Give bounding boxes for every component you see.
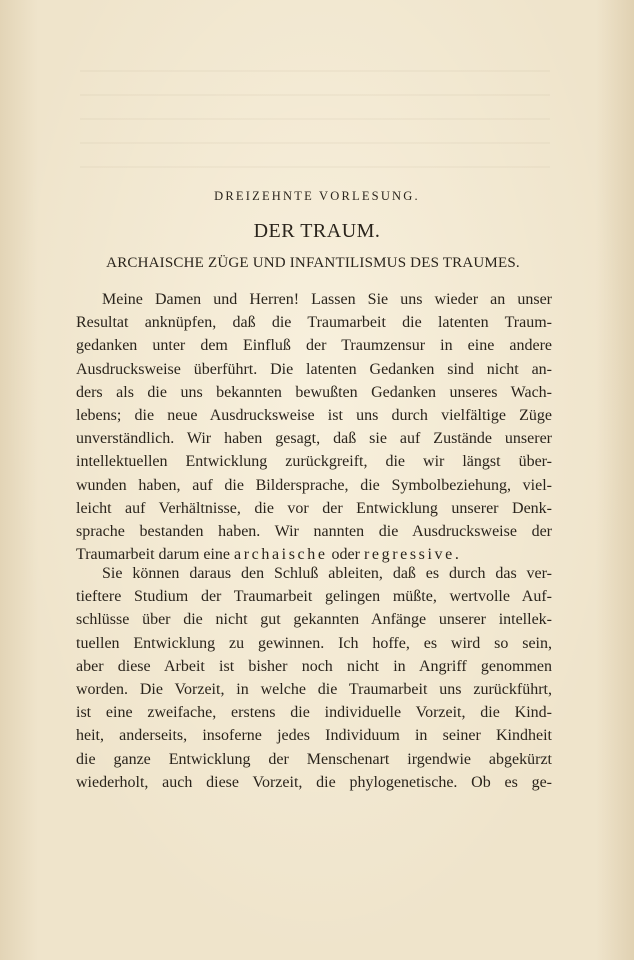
text-line: wiederholt, auch diese Vorzeit, die phylogenetische. Ob es ge-	[76, 773, 552, 791]
paragraph-1	[76, 288, 552, 566]
text-line: Sie können daraus den Schluß ableiten, daß es durch das ver-	[102, 565, 552, 582]
text-segment: Traumarbeit darum eine	[76, 546, 231, 564]
text-line: Ausdrucksweise überführt. Die latenten Gedanken sind nicht an-	[76, 360, 552, 378]
spaced-term: regressive	[363, 546, 455, 564]
text-line: Meine Damen und Herren! Lassen Sie uns wieder an unser	[102, 291, 552, 308]
text-line: Resultat anknüpfen, daß die Traumarbeit die latenten Traum-	[76, 314, 552, 332]
text-line: unverständlich. Wir haben gesagt, daß sie auf Zustände unserer	[76, 430, 552, 448]
text-line: die ganze Entwicklung der Menschenart irgendwie abgekürzt	[76, 750, 552, 768]
subtitle: ARCHAISCHE ZÜGE UND INFANTILISMUS DES TRAUMES.	[106, 255, 520, 271]
page-title: DER TRAUM.	[253, 220, 381, 242]
text-line: tuellen Entwicklung zu gewinnen. Ich hoffe, es wird so sein,	[76, 634, 552, 652]
text-line: ders als die uns bekannten bewußten Gedanken unseres Wach-	[76, 383, 552, 401]
paragraph-2	[76, 562, 552, 794]
text-line: aber diese Arbeit ist bisher noch nicht in Angriff genommen	[76, 657, 552, 675]
show-through-text	[80, 70, 550, 180]
text-line: lebens; die neue Ausdrucksweise ist uns durch vielfältige Züge	[76, 406, 552, 424]
chapter-heading: DREIZEHNTE VORLESUNG.	[214, 189, 420, 203]
text-line: schlüsse über die nicht gut gekannten Anfänge unserer intellek-	[76, 611, 552, 629]
text-line: wunden haben, auf die Bildersprache, die Symbolbeziehung, viel-	[76, 476, 552, 494]
text-line: ist eine zweifache, erstens die individuelle Vorzeit, die Kind-	[76, 704, 552, 722]
text-segment: oder	[331, 546, 360, 564]
text-line: leicht auf Verhältnisse, die vor der Entwicklung unserer Denk-	[76, 499, 552, 517]
text-line: sprache bestanden haben. Wir nannten die Ausdrucksweise der	[76, 522, 552, 540]
text-line: tieftere Studium der Traumarbeit gelingen müßte, wertvolle Auf-	[76, 588, 552, 606]
spaced-term: archaische	[234, 546, 328, 564]
text-line: gedanken unter dem Einfluß der Traumzensur in eine andere	[76, 337, 552, 355]
text-segment: .	[454, 546, 459, 564]
text-line: heit, anderseits, insoferne jedes Individuum in seiner Kindheit	[76, 727, 552, 745]
text-line: worden. Die Vorzeit, in welche die Traumarbeit uns zurückführt,	[76, 680, 552, 698]
text-line: intellektuellen Entwicklung zurückgreift, die wir längst über-	[76, 453, 552, 471]
